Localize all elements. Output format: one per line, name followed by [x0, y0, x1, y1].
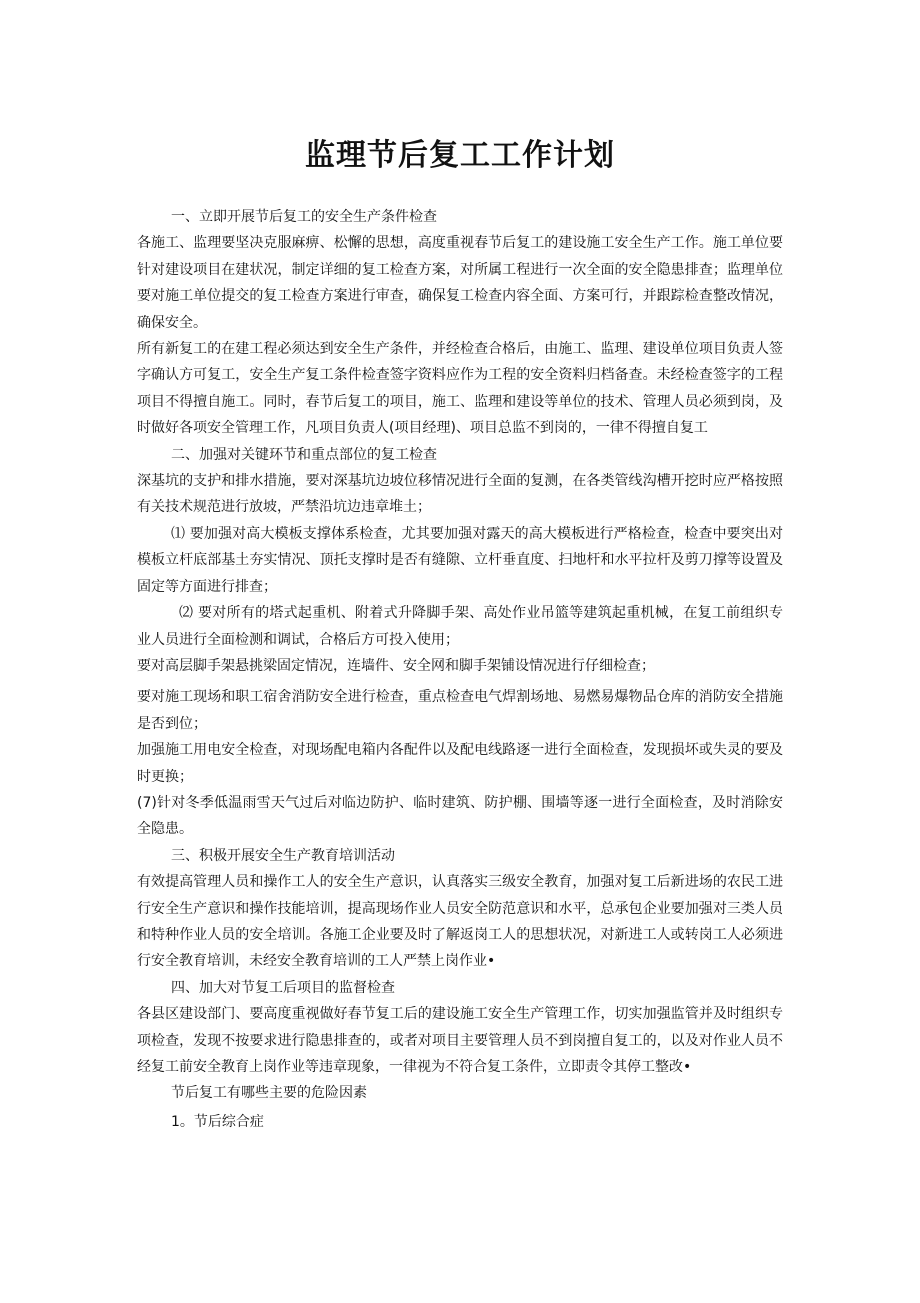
section-heading-4: 四、加大对节复工后项目的监督检查 — [171, 979, 395, 996]
document-title: 监理节后复工工作计划 — [305, 138, 615, 173]
body-paragraph: 要对高层脚手架悬挑梁固定情况，连墙件、安全网和脚手架铺设情况进行仔细检查； — [137, 657, 655, 674]
document-body — [137, 204, 783, 1135]
list-item: ⑴ 要加强对高大模板支撑体系检查，尤其要加强对露天的高大模板进行严格检查，检查中要突出对模板立杆底部基土夯实情况、顶托支撑时是否有缝隙、立杆垂直度、扫地杆和水平拉杆及剪刀撑等设置及固定等方面进行排查； — [137, 525, 783, 595]
body-paragraph: (7)针对冬季低温雨雪天气过后对临边防护、临时建筑、防护棚、围墙等逐一进行全面检查，及时消除安全隐患。 — [137, 794, 783, 838]
body-paragraph: 加强施工用电安全检查，对现场配电箱内各配件以及配电线路逐一进行全面检查，发现损坏或失灵的要及时更换； — [137, 742, 783, 785]
body-paragraph: 所有新复工的在建工程必须达到安全生产条件，并经检查合格后，由施工、监理、建设单位项目负责人签字确认方可复工，安全生产复工条件检查签字资料应作为工程的安全资料归档备查。未经检查签字的工程项目不得擅自施工。同时，春节后复工的项目，施工、监理和建设等单位的技术、管理人员必须到岗，及时做好各项安全管理工作，凡项目负责人(项目经理)、项目总监不到岗的，一律不得擅自复工 — [137, 341, 783, 437]
section-heading-3: 三、积极开展安全生产教育培训活动 — [171, 847, 395, 864]
body-paragraph: 深基坑的支护和排水措施，要对深基坑边坡位移情况进行全面的复测，在各类管线沟槽开挖时应严格按照有关技术规范进行放坡，严禁沿坑边违章堆土； — [137, 473, 783, 516]
section-heading-1: 一、立即开展节后复工的安全生产条件检查 — [171, 209, 437, 225]
numbered-heading: 1。节后综合症 — [171, 1113, 264, 1130]
body-paragraph: 要对施工现场和职工宿舍消防安全进行检查，重点检查电气焊割场地、易燃易爆物品仓库的消防安全措施是否到位； — [137, 689, 783, 732]
list-item: ⑵ 要对所有的塔式起重机、附着式升降脚手架、高处作业吊篮等建筑起重机械，在复工前组织专业人员进行全面检测和调试，合格后方可投入使用； — [137, 605, 783, 648]
body-paragraph: 各施工、监理要坚决克服麻痹、松懈的思想，高度重视春节后复工的建设施工安全生产工作。施工单位要针对建设项目在建状况，制定详细的复工检查方案，对所属工程进行一次全面的安全隐患排查；监理单位要对施工单位提交的复工检查方案进行审查，确保复工检查内容全面、方案可行，并跟踪检查整改情况，确保安全。 — [137, 235, 783, 331]
body-paragraph: 各县区建设部门、要高度重视做好春节复工后的建设施工安全生产管理工作，切实加强监管并及时组织专项检查，发现不按要求进行隐患排查的，或者对项目主要管理人员不到岗擅自复工的，以及对作业人员不经复工前安全教育上岗作业等违章现象，一律视为不符合复工条件，立即责令其停工整改• — [137, 1006, 783, 1075]
body-paragraph: 有效提高管理人员和操作工人的安全生产意识，认真落实三级安全教育，加强对复工后新进场的农民工进行安全生产意识和操作技能培训，提高现场作业人员安全防范意识和水平，总承包企业要加强对三类人员和特种作业人员的安全培训。各施工企业要及时了解返岗工人的思想状况，对新进工人或转岗工人必须进行安全教育培训，未经安全教育培训的工人严禁上岗作业• — [137, 874, 783, 970]
section-heading-2: 二、加强对关键环节和重点部位的复工检查 — [171, 446, 437, 463]
subsection-heading: 节后复工有哪些主要的危险因素 — [171, 1085, 367, 1102]
